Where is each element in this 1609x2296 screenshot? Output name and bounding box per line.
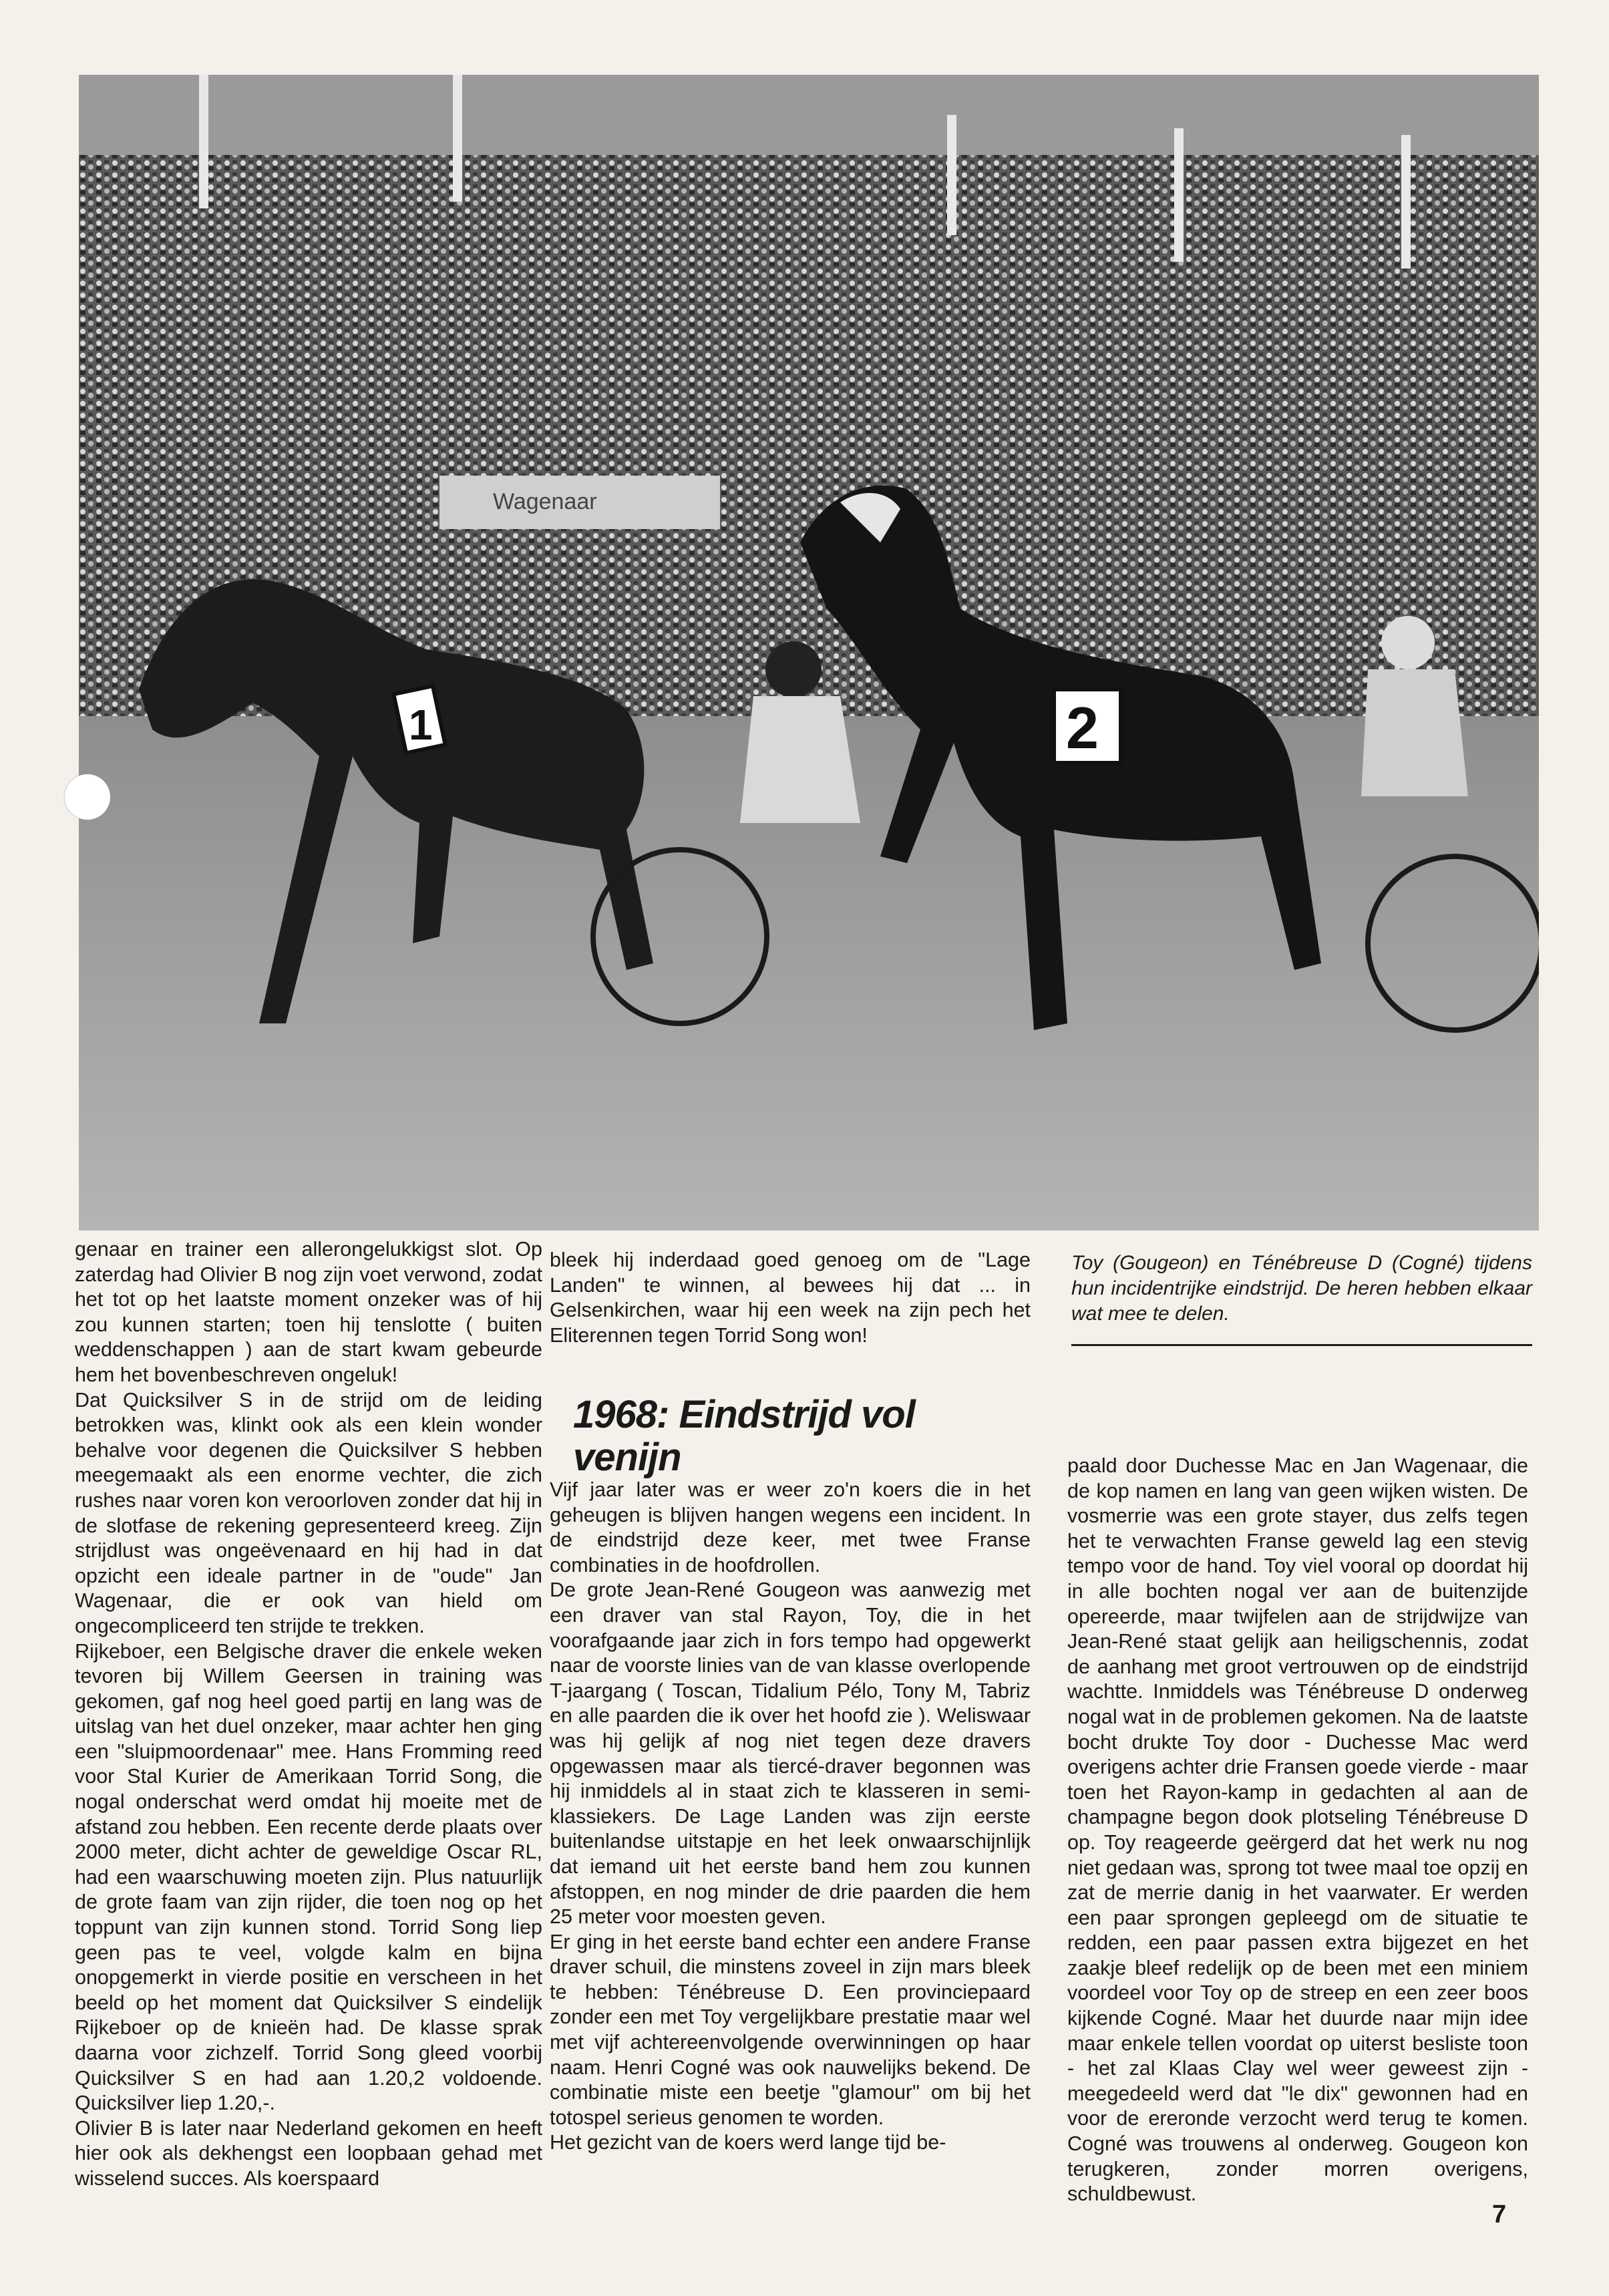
paragraph: Dat Quicksilver S in de strijd om de leiding betrokken was, klinkt ook als een klein wonder behalve voor degenen die Quicksilver S hebben meegemaakt als een enorme vechter, die zich rushes naar voren kon veroorloven zonder dat hij in de slotfase de rekening gepresenteerd kreeg. Zijn strijdlust was ongeëvenaard en hij had in dat opzicht een ideale partner in de "oude" Jan Wagenaar, die er ook van hield om ongecompliceerd ten strijde te trekken. [75,1388,542,1637]
saddle-number-right: 2 [1066,695,1099,761]
column-middle [550,1478,1031,2156]
paragraph: Er ging in het eerste band echter een andere Franse draver schuil, die minstens zoveel in zijn mars bleek te hebben: Ténébreuse D. Een provinciepaard zonder een met Toy vergelijkbare prestatie maar wel met vijf achtereenvolgende overwinningen op haar naam. Henri Cogné was ook nauwelijks bekend. De combinatie miste een beetje "glamour" om bij het totospel serieus genomen te worden. [550,1930,1031,2129]
paragraph: Olivier B is later naar Nederland gekomen en heeft hier ook als dekhengst een loopbaan gehad met wisselend succes. Als koerspaard [75,2116,542,2190]
trotting-race-illustration [79,75,1539,1231]
banner-text: Wagenaar [493,489,597,514]
column-right [1067,1454,1528,2207]
paragraph: paald door Duchesse Mac en Jan Wagenaar, die de kop namen en lang van geen wijken wisten. De vosmerrie was een grote stayer, dus zelfs tegen het te verwachten Franse geweld lag een stevig tempo voor de hand. Toy viel vooral op doordat hij in alle bochten nogal ver aan de buitenzijde opereerde, maar twijfelen aan de strijdwijze van Jean-René staat gelijk aan heiligschennis, zodat de aanhang met groot vertrouwen op de eindstrijd wachtte. Inmiddels was Ténébreuse D onderweg nogal wat in de problemen gekomen. Na de laatste bocht drukte Toy door - Duchesse Mac werd overigens achter drie Fransen goede vierde - maar toen het Rayon-kamp in gedachten al aan de champagne begon dook plotseling Ténébreuse D op. Toy reageerde geërgerd dat het werk nu nog niet gedaan was, sprong tot twee maal toe opzij en zat de merrie danig in het vaarwater. Er werden een paar sprongen gepleegd om de situatie te redden, een paar passen extra bijgezet en het zaakje bleef redelijk op de been met een miniem voordeel voor Toy op de streep en een zeer boos kijkende Cogné. Maar het duurde naar mijn idee maar enkele tellen voordat op uiterst besliste toon - het zal Klaas Clay wel weer geweest zijn - meegedeeld werd dat "le dix" gewonnen had en voor de ereronde verzocht werd terug te komen. Cogné was trouwens al onderweg. Gougeon kon terugkeren, zonder morren overigens, schuldbewust. [1067,1454,1528,2206]
paragraph: genaar en trainer een allerongelukkigst slot. Op zaterdag had Olivier B nog zijn voet verwond, zodat het tot op het laatste moment onzeker was of hij zou kunnen starten; toen hij tenslotte ( buiten weddenschappen ) aan de start kwam gebeurde hem het bovenbeschreven ongeluk! [75,1238,542,1386]
paragraph: Vijf jaar later was er weer zo'n koers die in het geheugen is blijven hangen wegens een incident. In de eindstrijd deze keer, met twee Franse combinaties in de hoofdrollen. [550,1478,1031,1577]
saddle-number-left: 1 [409,701,433,749]
paragraph: Het gezicht van de koers werd lange tijd be- [550,2131,946,2154]
paragraph: De grote Jean-René Gougeon was aanwezig met een draver van stal Rayon, Toy, die in het voorafgaande jaar zich in fors tempo had opgewerkt naar de voorste linies van de van klasse overlopende T-jaargang ( Toscan, Tidalium Pélo, Tony M, Tabriz en alle paarden die ik over het hoofd zie ). Weliswaar was hij gelijk af nog niet tegen deze dravers opgewassen maar als tiercé-draver begonnen was hij inmiddels al in staat zich te klasseren in semi-klassiekers. De Lage Landen was zijn eerste buitenlandse uitstapje en het leek onwaarschijnlijk dat iemand uit het eerste band hem zou kunnen afstoppen, en nog minder de drie paarden die hem 25 meter voor moesten geven. [550,1579,1031,1929]
page-number: 7 [1492,2200,1507,2229]
race-photo [79,75,1539,1231]
column-left [75,1237,542,2192]
paragraph: Rijkeboer, een Belgische draver die enkele weken tevoren bij Willem Geersen in training was gekomen, gaf nog heel goed partij en lang was de uitslag van het duel onzeker, maar achter hen ging een "sluipmoordenaar" mee. Hans Fromming reed voor Stal Kurier de Amerikaan Torrid Song, die nogal onderschat werd omdat hij moeite met de afstand zou hebben. Een recente derde plaats over 2000 meter, dicht achter de geweldige Oscar RL, had een waarschuwing moeten zijn. Plus natuurlijk de grote faam van zijn rijder, die toen nog op het toppunt van zijn kunnen stond. Torrid Song liep geen pas te veel, volgde kalm en bijna onopgemerkt in vierde positie en verscheen in het beeld op het moment dat Quicksilver S eindelijk Rijkeboer op de knieën had. De klasse sprak daarna voor zichzelf. Torrid Song gleed voorbij Quicksilver S en had aan 1.20,2 voldoende. Quicksilver liep 1.20,-. [75,1639,542,2115]
paragraph: bleek hij inderdaad goed genoeg om de "Lage Landen" te winnen, al bewees hij dat ... in Gelsenkirchen, waar hij een week na zijn pech het Eliterennen tegen Torrid Song won! [550,1249,1031,1347]
caption-divider [1071,1344,1532,1346]
punch-hole [65,774,110,820]
section-headline: 1968: Eindstrijd vol venijn [573,1393,915,1479]
column-middle-top [550,1248,1031,1348]
photo-caption: Toy (Gougeon) en Ténébreuse D (Cogné) tijdens hun incidentrijke eindstrijd. De heren hebben elkaar wat mee te delen. [1071,1252,1532,1325]
